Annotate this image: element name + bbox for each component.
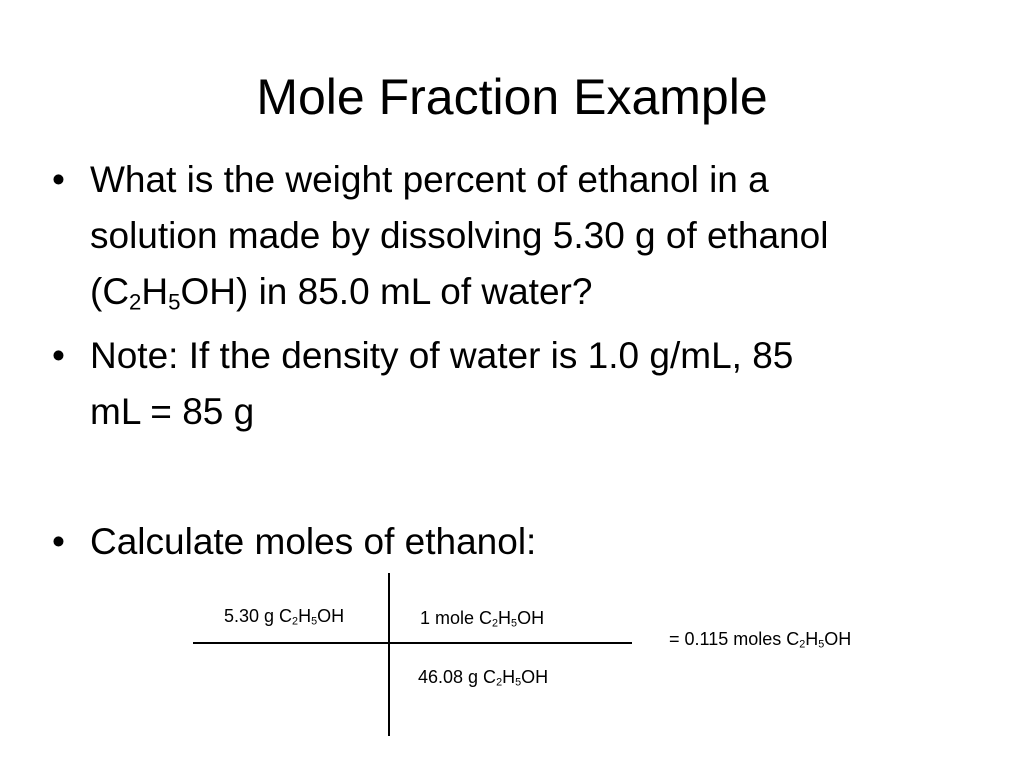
calc-text: OH (317, 606, 345, 626)
bullet-question-text (90, 152, 828, 320)
bullet-dot: • (52, 159, 65, 200)
bullet-question-line-2: solution made by dissolving 5.30 g of ethanol (90, 215, 829, 256)
bullet-question-line-1: What is the weight percent of ethanol in a (90, 159, 769, 200)
bullet-note-text (90, 328, 793, 440)
bullet-dot: • (52, 521, 65, 562)
formula-subscript: 2 (129, 289, 142, 315)
bullet-calculate-text: Calculate moles of ethanol: (90, 521, 537, 562)
calc-text: 5.30 g C (224, 606, 293, 626)
calc-text: H (805, 629, 819, 649)
calc-subscript: 2 (492, 617, 499, 630)
calc-text: 46.08 g C (418, 667, 497, 687)
calc-subscript: 5 (818, 638, 825, 651)
calc-denominator (418, 665, 548, 689)
formula-text: H (141, 271, 169, 312)
bullet-note-line-2: mL = 85 g (90, 391, 255, 432)
calc-text: H (498, 608, 512, 628)
bullet-question-line-3 (90, 264, 828, 320)
calc-text: = 0.115 moles C (669, 629, 800, 649)
calc-subscript: 2 (799, 638, 806, 651)
calc-text: H (298, 606, 312, 626)
calc-text: 1 mole C (420, 608, 493, 628)
calc-subscript: 2 (496, 676, 503, 689)
calc-text: OH (517, 608, 545, 628)
calc-subscript: 5 (515, 676, 522, 689)
calc-text: OH (824, 629, 852, 649)
calc-subscript: 5 (511, 617, 518, 630)
calc-text: OH (521, 667, 549, 687)
bullet-dot: • (52, 335, 65, 376)
factor-label-vertical-line (388, 573, 390, 736)
formula-subscript: 5 (168, 289, 181, 315)
calc-result (669, 627, 851, 651)
calc-numerator (420, 606, 544, 630)
slide-title: Mole Fraction Example (256, 69, 768, 125)
formula-text: (C (90, 271, 130, 312)
factor-label-horizontal-line (193, 642, 632, 644)
calc-subscript: 2 (292, 615, 299, 628)
calc-text: H (502, 667, 516, 687)
formula-text: OH) in 85.0 mL of water? (180, 271, 593, 312)
bullet-note-line-1: Note: If the density of water is 1.0 g/mL, 85 (90, 335, 794, 376)
calc-given-mass (224, 604, 344, 628)
calc-subscript: 5 (311, 615, 318, 628)
